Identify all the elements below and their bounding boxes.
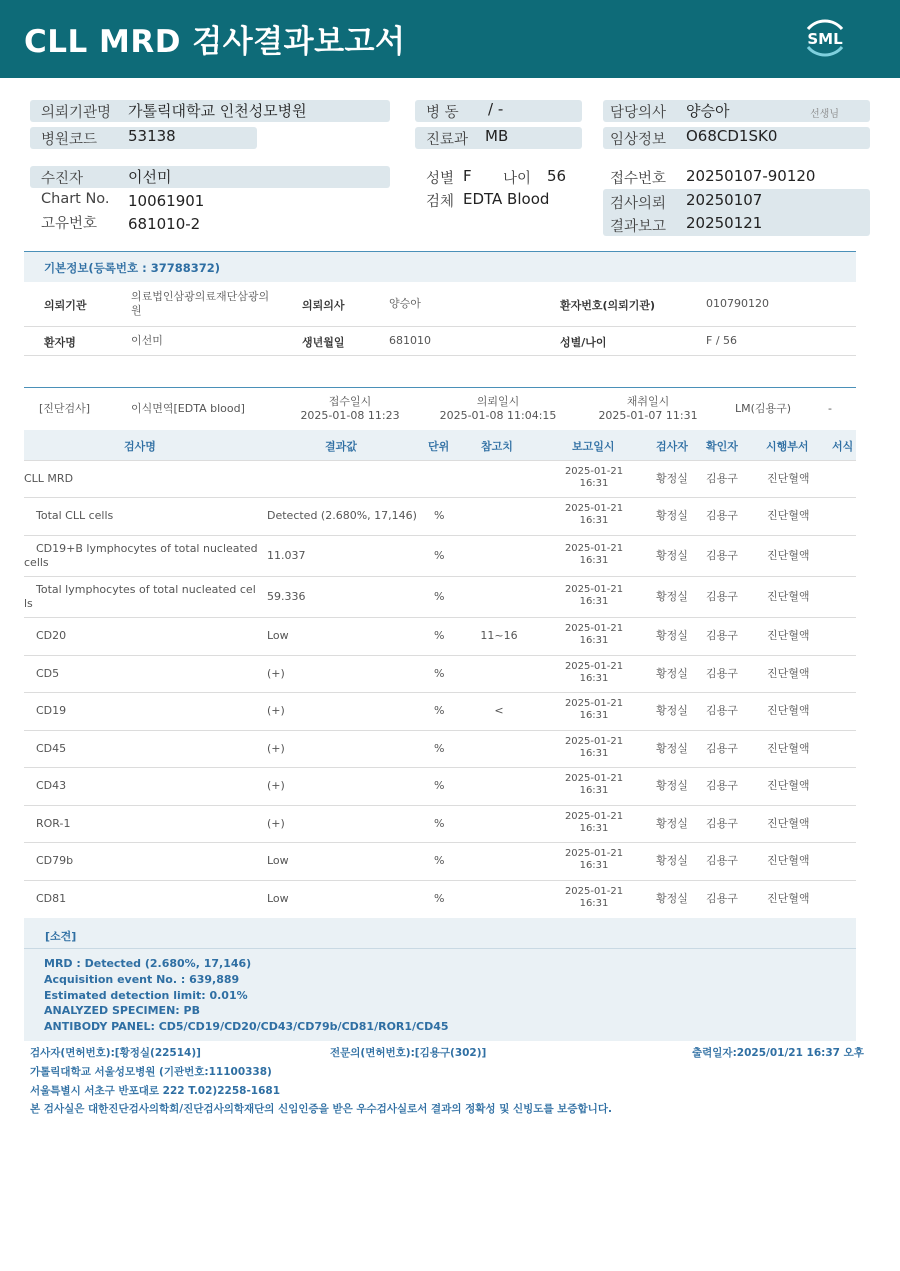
row-name: CD45 — [36, 741, 67, 755]
row-dept: 진단혈액 — [767, 779, 810, 792]
footer-specialist: 전문의(면허번호):[김용구(302)] — [330, 1047, 487, 1059]
row-name: CD5 — [36, 666, 60, 680]
meta-req-value: 2025-01-08 11:04:15 — [439, 409, 557, 422]
row-result: Detected (2.680%, 17,146) — [267, 509, 417, 522]
row-unit: % — [434, 854, 445, 867]
meta-col-label: 채취일시 — [626, 395, 670, 408]
row-tester: 황정실 — [656, 548, 688, 562]
row-confirmer: 김용구 — [706, 509, 738, 522]
basic-divider — [24, 326, 856, 327]
patient-value: 이선미 — [128, 168, 172, 186]
unique-label: 고유번호 — [41, 216, 98, 232]
hospital-code-label: 병원코드 — [41, 132, 98, 148]
sex-value: F — [463, 167, 472, 185]
footer-lab: 가톨릭대학교 서울성모병원 (기관번호:11100338) — [30, 1066, 272, 1078]
basic-pid-value: 010790120 — [706, 297, 769, 310]
row-result: 11.037 — [267, 548, 306, 562]
row-tester: 황정실 — [656, 666, 688, 680]
meta-test: 이식면역[EDTA blood] — [131, 402, 245, 415]
row-report-date: 2025-01-21 — [564, 698, 624, 709]
basic-dob-label: 생년월일 — [302, 336, 345, 349]
row-result: Low — [267, 892, 289, 905]
row-report-date: 2025-01-21 — [564, 583, 624, 595]
ward-label: 병 동 — [426, 105, 459, 121]
row-name: Total CLL cells — [36, 509, 114, 522]
footer-printed: 출력일자:2025/01/21 16:37 오후 — [692, 1047, 864, 1059]
row-tester: 황정실 — [656, 509, 688, 522]
basic-doc-label: 의뢰의사 — [302, 299, 345, 312]
row-tester: 황정실 — [656, 854, 688, 867]
row-name: CD43 — [36, 779, 67, 792]
opinion-title: [소견] — [45, 930, 77, 943]
row-dept: 진단혈액 — [767, 629, 810, 642]
row-name: CD19+B lymphocytes of total nucleated — [36, 541, 258, 555]
opinion-line-3: Estimated detection limit: 0.01% — [44, 989, 248, 1002]
row-divider — [24, 576, 856, 577]
row-report-time: 16:31 — [579, 747, 609, 759]
row-report-time: 16:31 — [579, 898, 609, 909]
report-value: 20250121 — [686, 214, 763, 232]
row-unit: % — [434, 892, 445, 905]
request-value: 20250107 — [686, 191, 763, 209]
row-result: (+) — [267, 816, 285, 830]
row-result: (+) — [267, 741, 285, 755]
row-name-wrap: cells — [24, 555, 49, 569]
basic-sexage-value: F / 56 — [706, 334, 738, 347]
results-top-line — [24, 387, 856, 388]
row-report-time: 16:31 — [579, 822, 609, 834]
row-unit: % — [434, 666, 445, 680]
basic-name-label: 환자명 — [44, 336, 76, 349]
row-report-time: 16:31 — [579, 515, 609, 526]
row-report-time: 16:31 — [579, 635, 609, 646]
dept-value: MB — [485, 127, 509, 145]
basic-doc-value: 양승아 — [389, 297, 421, 310]
row-result: (+) — [267, 666, 285, 680]
report-title: CLL MRD 검사결과보고서 — [24, 24, 406, 60]
row-divider — [24, 805, 856, 806]
row-dept: 진단혈액 — [767, 854, 810, 867]
row-result: (+) — [267, 704, 285, 717]
row-confirmer: 김용구 — [706, 816, 738, 830]
basic-pid-label: 환자번호(의뢰기관) — [560, 299, 656, 312]
row-confirmer: 김용구 — [706, 548, 738, 562]
row-tester: 황정실 — [656, 779, 688, 792]
row-confirmer: 김용구 — [706, 629, 738, 642]
report-header — [0, 0, 900, 78]
row-divider — [24, 655, 856, 656]
meta-dash: - — [828, 402, 832, 415]
row-confirmer: 김용구 — [706, 892, 738, 905]
ref-institution-value: 가톨릭대학교 인천성모병원 — [128, 102, 307, 120]
row-name: CD79b — [36, 854, 74, 867]
row-confirmer: 김용구 — [706, 471, 738, 485]
meta-category: [진단검사] — [39, 402, 91, 415]
row-divider — [24, 535, 856, 536]
row-report-date: 2025-01-21 — [564, 848, 624, 859]
row-confirmer: 김용구 — [706, 741, 738, 755]
age-value: 56 — [547, 167, 567, 185]
col-dept: 시행부서 — [766, 440, 809, 453]
col-ref: 참고치 — [481, 440, 513, 453]
row-unit: % — [434, 704, 445, 717]
row-unit: % — [434, 509, 445, 522]
row-unit: % — [434, 589, 445, 603]
row-report-time: 16:31 — [579, 595, 609, 607]
row-report-date: 2025-01-21 — [564, 810, 624, 822]
sex-label: 성별 — [426, 171, 455, 187]
row-name: CD20 — [36, 629, 67, 642]
specimen-label: 검체 — [426, 194, 455, 210]
row-tester: 황정실 — [656, 589, 688, 603]
basic-inst-label: 의뢰기관 — [44, 299, 87, 312]
row-dept: 진단혈액 — [767, 704, 810, 717]
basic-dob-value: 681010 — [389, 334, 431, 347]
row-tester: 황정실 — [656, 892, 688, 905]
row-report-time: 16:31 — [579, 672, 609, 684]
hospital-code-value: 53138 — [128, 127, 176, 145]
row-dept: 진단혈액 — [767, 509, 810, 522]
report-label: 결과보고 — [610, 219, 667, 235]
meta-req-label: 의뢰일시 — [476, 395, 520, 408]
doctor-value: 양승아 — [686, 102, 730, 120]
row-report-date: 2025-01-21 — [564, 660, 624, 672]
row-unit: % — [434, 741, 445, 755]
col-name: 검사명 — [124, 440, 156, 453]
basic-bottom-line — [24, 355, 856, 356]
row-report-date: 2025-01-21 — [564, 503, 624, 514]
logo-text: SML — [807, 30, 843, 48]
sml-logo — [800, 13, 850, 63]
row-result: Low — [267, 629, 289, 642]
row-confirmer: 김용구 — [706, 666, 738, 680]
meta-recv-value: 2025-01-08 11:23 — [300, 409, 400, 422]
col-tester: 검사자 — [656, 440, 688, 453]
patient-pill — [30, 166, 390, 188]
basic-inst-line1: 의료법인삼광의료재단삼광의 — [131, 290, 270, 303]
row-report-date: 2025-01-21 — [564, 465, 624, 477]
row-report-date: 2025-01-21 — [564, 886, 624, 897]
row-dept: 진단혈액 — [767, 589, 810, 603]
row-unit: % — [434, 816, 445, 830]
row-name: Total lymphocytes of total nucleated cel — [36, 582, 256, 596]
row-dept: 진단혈액 — [767, 816, 810, 830]
receipt-label: 접수번호 — [610, 171, 667, 187]
age-label: 나이 — [503, 171, 532, 187]
row-dept: 진단혈액 — [767, 666, 810, 680]
row-report-time: 16:31 — [579, 477, 609, 489]
request-label: 검사의뢰 — [610, 196, 667, 212]
col-date: 보고일시 — [572, 440, 615, 453]
row-name: CD81 — [36, 892, 67, 905]
row-tester: 황정실 — [656, 741, 688, 755]
row-divider — [24, 460, 856, 461]
receipt-value: 20250107-90120 — [686, 167, 816, 185]
footer-tester: 검사자(면허번호):[황정실(22514)] — [30, 1047, 201, 1059]
row-dept: 진단혈액 — [767, 548, 810, 562]
row-name-wrap: ls — [24, 596, 33, 610]
row-divider — [24, 842, 856, 843]
row-result: (+) — [267, 779, 285, 792]
chart-value: 10061901 — [128, 192, 205, 210]
clinical-label: 임상정보 — [610, 132, 667, 148]
row-tester: 황정실 — [656, 816, 688, 830]
row-report-date: 2025-01-21 — [564, 623, 624, 634]
row-dept: 진단혈액 — [767, 741, 810, 755]
row-ref: 11~16 — [480, 629, 518, 642]
dept-label: 진료과 — [426, 132, 469, 148]
row-report-time: 16:31 — [579, 785, 609, 796]
col-format: 서식 — [832, 440, 854, 453]
opinion-line-2: Acquisition event No. : 639,889 — [44, 973, 240, 986]
col-result: 결과값 — [325, 440, 357, 453]
row-tester: 황정실 — [656, 471, 688, 485]
ref-institution-label: 의뢰기관명 — [41, 105, 112, 121]
row-divider — [24, 497, 856, 498]
basic-title: 기본정보(등록번호 : 37788372) — [44, 261, 221, 275]
row-divider — [24, 880, 856, 881]
opinion-line-1: MRD : Detected (2.680%, 17,146) — [44, 957, 252, 970]
row-divider — [24, 692, 856, 693]
row-name: CD19 — [36, 704, 67, 717]
meta-recv-label: 접수일시 — [328, 395, 372, 408]
row-report-time: 16:31 — [579, 554, 609, 566]
row-name: CLL MRD — [24, 471, 74, 485]
doctor-suffix: 선생님 — [810, 109, 839, 120]
row-divider — [24, 767, 856, 768]
col-confirmer: 확인자 — [706, 440, 738, 453]
basic-inst-line2: 원 — [131, 304, 142, 317]
basic-sexage-label: 성별/나이 — [560, 336, 607, 349]
row-unit: % — [434, 629, 445, 642]
row-confirmer: 김용구 — [706, 779, 738, 792]
doctor-label: 담당의사 — [610, 105, 667, 121]
opinion-line-5: ANTIBODY PANEL: CD5/CD19/CD20/CD43/CD79b/CD81/ROR1/CD45 — [44, 1020, 449, 1033]
row-result: Low — [267, 854, 289, 867]
basic-name-value: 이선미 — [131, 334, 163, 347]
row-dept: 진단혈액 — [767, 471, 810, 485]
footer-cert: 본 검사실은 대한진단검사의학회/진단검사의학재단의 신임인증을 받은 우수검사실로서 결과의 정확성 및 신빙도를 보증합니다. — [30, 1103, 612, 1115]
row-report-time: 16:31 — [579, 860, 609, 871]
row-divider — [24, 617, 856, 618]
row-unit: % — [434, 548, 445, 562]
ward-value: / - — [488, 100, 504, 118]
opinion-line-4: ANALYZED SPECIMEN: PB — [44, 1004, 200, 1017]
row-report-date: 2025-01-21 — [564, 735, 624, 747]
row-confirmer: 김용구 — [706, 854, 738, 867]
row-dept: 진단혈액 — [767, 892, 810, 905]
footer-address: 서울특별시 서초구 반포대로 222 T.02)2258-1681 — [30, 1085, 281, 1097]
row-report-date: 2025-01-21 — [564, 773, 624, 784]
row-divider — [24, 730, 856, 731]
meta-lm: LM(김용구) — [735, 402, 792, 415]
patient-label: 수진자 — [41, 171, 84, 187]
row-confirmer: 김용구 — [706, 589, 738, 603]
row-confirmer: 김용구 — [706, 704, 738, 717]
row-report-date: 2025-01-21 — [564, 542, 624, 554]
opinion-divider — [24, 948, 856, 949]
row-unit: % — [434, 779, 445, 792]
meta-col-value: 2025-01-07 11:31 — [598, 409, 698, 422]
clinical-value: O68CD1SK0 — [686, 127, 778, 145]
specimen-value: EDTA Blood — [463, 190, 550, 208]
row-ref: < — [494, 704, 504, 717]
row-tester: 황정실 — [656, 629, 688, 642]
row-report-time: 16:31 — [579, 710, 609, 721]
row-name: ROR-1 — [36, 816, 71, 830]
col-unit: 단위 — [428, 440, 450, 453]
chart-label: Chart No. — [41, 191, 110, 207]
row-result: 59.336 — [267, 589, 306, 603]
row-tester: 황정실 — [656, 704, 688, 717]
unique-value: 681010-2 — [128, 215, 201, 233]
